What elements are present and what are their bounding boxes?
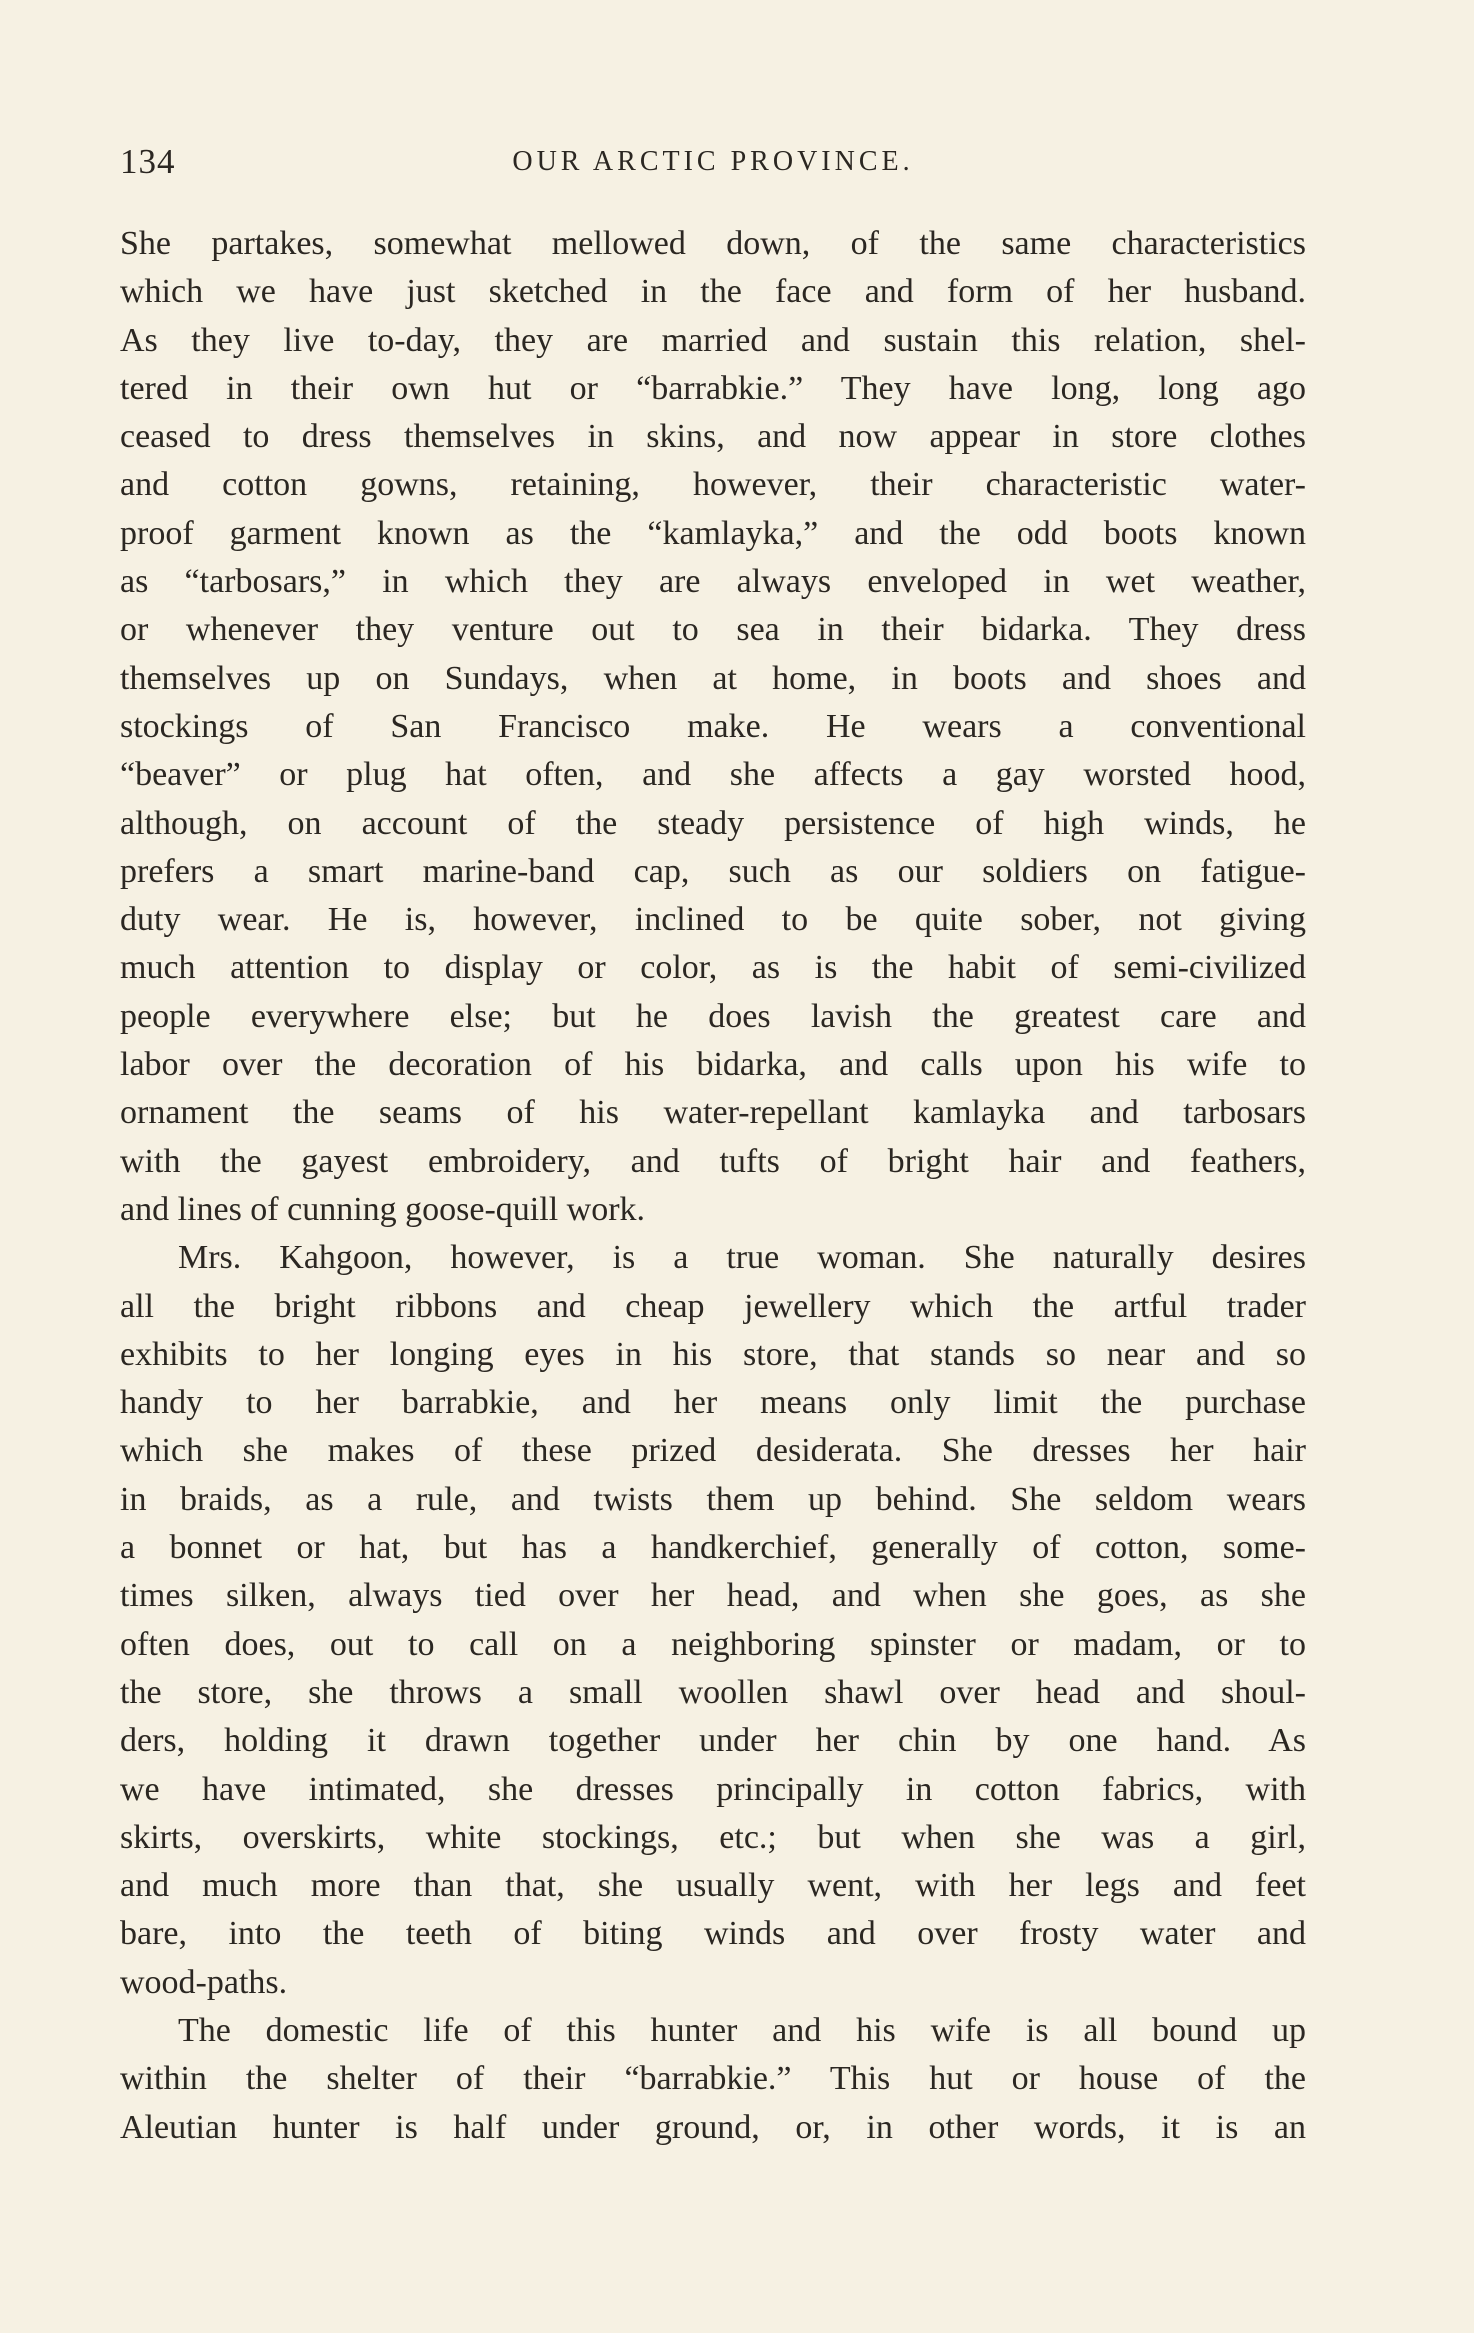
text-line: the store, she throws a small woollen shawl over head and shoul- (120, 1673, 1306, 1711)
text-line: proof garment known as the “kamlayka,” and the odd boots known (120, 514, 1306, 552)
page-number: 134 (120, 142, 176, 181)
text-line: themselves up on Sundays, when at home, in boots and shoes and (120, 659, 1306, 697)
text-line: often does, out to call on a neighboring spinster or madam, or to (120, 1625, 1306, 1663)
text-line: as “tarbosars,” in which they are always enveloped in wet weather, (120, 563, 1306, 601)
text-line: which she makes of these prized desiderata. She dresses her hair (120, 1432, 1306, 1470)
text-line: wood-paths. (120, 1963, 288, 2001)
page-header (120, 132, 1306, 192)
body-text (120, 220, 1306, 2152)
text-line: prefers a smart marine-band cap, such as our soldiers on fatigue- (120, 852, 1306, 890)
text-line: people everywhere else; but he does lavish the greatest care and (120, 997, 1306, 1035)
text-line: The domestic life of this hunter and his wife is all bound up (178, 2011, 1306, 2049)
text-line: labor over the decoration of his bidarka, and calls upon his wife to (120, 1046, 1306, 1084)
running-head: OUR ARCTIC PROVINCE. (512, 146, 914, 177)
text-line: bare, into the teeth of biting winds and over frosty water and (120, 1915, 1306, 1953)
text-line: all the bright ribbons and cheap jewellery which the artful trader (120, 1287, 1306, 1325)
paragraph (120, 1234, 1306, 2007)
text-line: Aleutian hunter is half under ground, or, in other words, it is an (120, 2108, 1306, 2146)
text-line: in braids, as a rule, and twists them up behind. She seldom wears (120, 1480, 1306, 1518)
text-line: with the gayest embroidery, and tufts of bright hair and feathers, (120, 1142, 1306, 1180)
text-line: although, on account of the steady persistence of high winds, he (120, 804, 1306, 842)
text-line: duty wear. He is, however, inclined to be quite sober, not giving (120, 901, 1306, 939)
text-line: and much more than that, she usually went, with her legs and feet (120, 1867, 1306, 1905)
text-line: ders, holding it drawn together under her chin by one hand. As (120, 1722, 1306, 1760)
text-line: we have intimated, she dresses principally in cotton fabrics, with (120, 1770, 1306, 1808)
text-line: or whenever they venture out to sea in their bidarka. They dress (120, 611, 1306, 649)
text-line: ceased to dress themselves in skins, and now appear in store clothes (120, 418, 1306, 456)
text-line: ornament the seams of his water-repellant kamlayka and tarbosars (120, 1094, 1306, 1132)
text-line: a bonnet or hat, but has a handkerchief, generally of cotton, some- (120, 1529, 1306, 1567)
text-line: stockings of San Francisco make. He wears a conventional (120, 707, 1306, 745)
text-line: much attention to display or color, as is the habit of semi-civilized (120, 949, 1306, 987)
text-line: times silken, always tied over her head, and when she goes, as she (120, 1577, 1306, 1615)
text-line: She partakes, somewhat mellowed down, of the same characteristics (120, 225, 1306, 262)
paragraph (120, 2007, 1306, 2152)
text-line: exhibits to her longing eyes in his store, that stands so near and so (120, 1335, 1306, 1373)
paragraph (120, 220, 1306, 1234)
text-line: handy to her barrabkie, and her means only limit the purchase (120, 1384, 1306, 1422)
text-line: tered in their own hut or “barrabkie.” They have long, long ago (120, 369, 1306, 407)
text-line: skirts, overskirts, white stockings, etc.; but when she was a girl, (120, 1818, 1306, 1856)
text-line: and cotton gowns, retaining, however, their characteristic water- (120, 466, 1306, 504)
text-line: “beaver” or plug hat often, and she affects a gay worsted hood, (120, 756, 1306, 794)
text-line: within the shelter of their “barrabkie.” This hut or house of the (120, 2060, 1306, 2098)
text-line: As they live to-day, they are married and sustain this relation, shel- (120, 321, 1306, 359)
text-line: Mrs. Kahgoon, however, is a true woman. She naturally desires (178, 1239, 1306, 1277)
text-line: and lines of cunning goose-quill work. (120, 1190, 646, 1228)
text-line: which we have just sketched in the face and form of her husband. (120, 273, 1306, 311)
